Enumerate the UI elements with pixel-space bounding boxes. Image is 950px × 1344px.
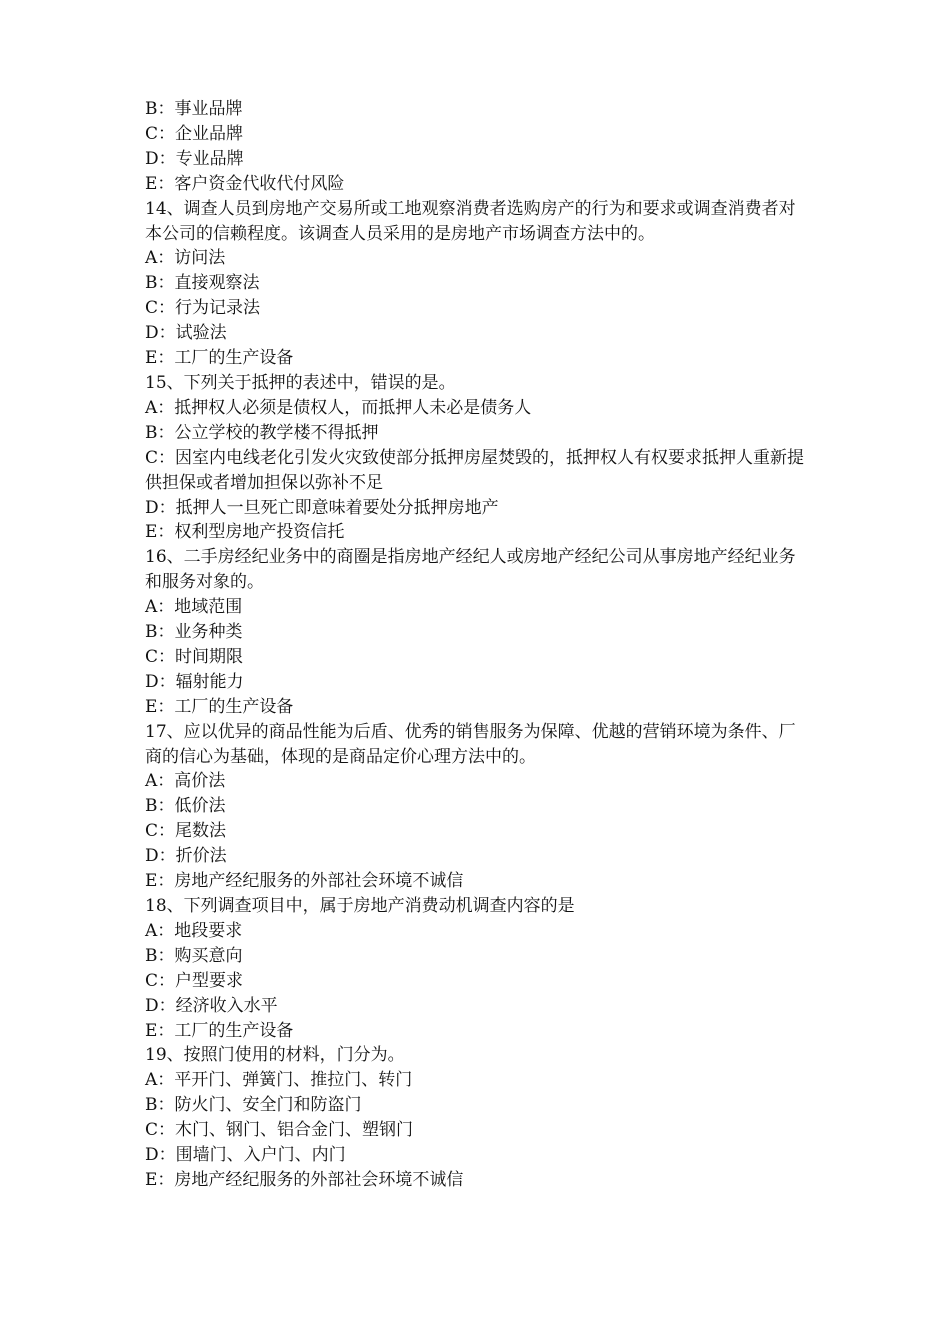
option-b-line: B：直接观察法 xyxy=(145,273,260,294)
option-c-line: C：因室内电线老化引发火灾致使部分抵押房屋焚毁的，抵押权人有权要求抵押人重新提供担保或者增加担保以弥补不足 xyxy=(145,447,805,493)
option-b-line: B：低价法 xyxy=(145,796,226,817)
option-a-line: A：抵押权人必须是债权人，而抵押人未必是债务人 xyxy=(145,397,532,418)
option-a-line: A：地域范围 xyxy=(145,597,243,618)
option-c-line: C：时间期限 xyxy=(145,646,244,667)
option-c-line: C：尾数法 xyxy=(145,821,227,842)
option-a-line: A：地段要求 xyxy=(145,920,243,941)
option-a-line: A：访问法 xyxy=(145,248,226,269)
option-d-line: D：折价法 xyxy=(145,846,227,867)
option-d-line: D：辐射能力 xyxy=(145,671,244,692)
option-a-line: A：高价法 xyxy=(145,771,226,792)
option-d-line: D：经济收入水平 xyxy=(145,995,278,1016)
option-a-line: A：平开门、弹簧门、推拉门、转门 xyxy=(145,1070,413,1091)
question-15: 15、下列关于抵押的表述中，错误的是。 xyxy=(145,372,456,393)
option-e-line: E：权利型房地产投资信托 xyxy=(145,522,345,543)
option-c-line: C：户型要求 xyxy=(145,970,244,991)
option-e-line: E：房地产经纪服务的外部社会环境不诚信 xyxy=(145,871,464,892)
question-14: 14、调查人员到房地产交易所或工地观察消费者选购房产的行为和要求或调查消费者对本公司的信赖程度。该调查人员采用的是房地产市场调查方法中的。 xyxy=(145,198,796,244)
option-b-line: B：公立学校的教学楼不得抵押 xyxy=(145,422,379,443)
option-c-line: C：木门、钢门、铝合金门、塑钢门 xyxy=(145,1120,414,1141)
option-b-line: B：防火门、安全门和防盗门 xyxy=(145,1095,362,1116)
option-e-line: E：工厂的生产设备 xyxy=(145,348,294,369)
option-b-line: B：业务种类 xyxy=(145,622,243,643)
option-e-line: E：工厂的生产设备 xyxy=(145,1020,294,1041)
document-page xyxy=(145,97,810,1193)
option-d-line: D：试验法 xyxy=(145,323,227,344)
option-c-line: C：行为记录法 xyxy=(145,298,261,319)
option-e-line: E：房地产经纪服务的外部社会环境不诚信 xyxy=(145,1169,464,1190)
question-16: 16、二手房经纪业务中的商圈是指房地产经纪人或房地产经纪公司从事房地产经纪业务和服务对象的。 xyxy=(145,547,796,593)
option-b-line: B：购买意向 xyxy=(145,945,243,966)
option-d-line: D：专业品牌 xyxy=(145,148,244,169)
option-e-line: E：工厂的生产设备 xyxy=(145,696,294,717)
option-d-line: D：抵押人一旦死亡即意味着要处分抵押房地产 xyxy=(145,497,499,518)
question-19: 19、按照门使用的材料，门分为。 xyxy=(145,1045,405,1066)
option-b-line: B：事业品牌 xyxy=(145,99,243,119)
option-c-line: C：企业品牌 xyxy=(145,123,244,144)
question-17: 17、应以优异的商品性能为后盾、优秀的销售服务为保障、优越的营销环境为条件、厂商的信心为基础，体现的是商品定价心理方法中的。 xyxy=(145,721,796,767)
option-e-line: E：客户资金代收代付风险 xyxy=(145,173,345,194)
option-d-line: D：围墙门、入户门、内门 xyxy=(145,1145,346,1166)
question-18: 18、下列调查项目中，属于房地产消费动机调查内容的是 xyxy=(145,896,575,916)
